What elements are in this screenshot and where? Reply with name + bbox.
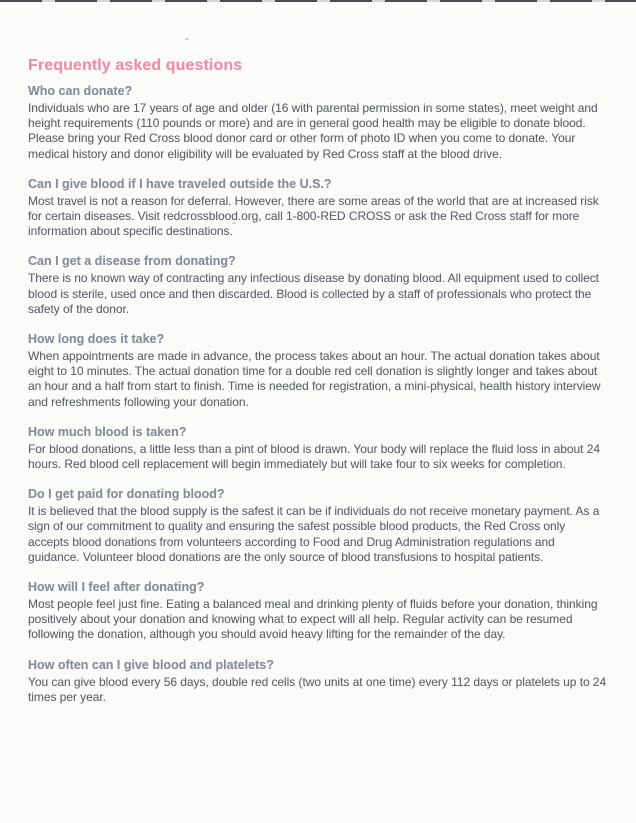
faq-section-how-often [28,658,610,705]
faq-question: How often can I give blood and platelets? [28,657,274,672]
faq-question: How much blood is taken? [28,424,187,439]
faq-answer: Individuals who are 17 years of age and older (16 with parental permission in some states), meet weight and height requirements (110 pounds or more) and are in general good health may be eligible to donate blood. Please bring your Red Cross blood donor card or other form of photo ID when you come to donate. Your medical history and donor eligibility will be evaluated by Red Cross staff at the blood drive. [28,101,598,161]
faq-section-disease-from-donating [28,254,610,317]
faq-answer: For blood donations, a little less than a pint of blood is drawn. Your body will replace the fluid loss in about 24 hours. Red blood cell replacement will begin immediately but will take four to six weeks for completion. [28,441,600,472]
scan-speck [232,222,236,224]
faq-section-feel-after-donating [28,580,610,643]
page-title: Frequently asked questions [28,57,243,74]
faq-answer: Most travel is not a reason for deferral. However, there are some areas of the world that are at increased risk for certain diseases. Visit redcrossblood.org, call 1-800-RED CROSS or ask the Red Cross staff for more information about specific destinations. [28,193,599,239]
faq-question: How will I feel after donating? [28,580,205,595]
faq-question: Can I give blood if I have traveled outside the U.S.? [28,176,332,191]
faq-answer: There is no known way of contracting any infectious disease by donating blood. All equipment used to collect blood is sterile, used once and then discarded. Blood is collected by a staff of professionals who protect the safety of the donor. [28,271,599,316]
faq-section-travel-outside-us [28,177,610,240]
faq-answer: When appointments are made in advance, the process takes about an hour. The actual donation takes about eight to 10 minutes. The actual donation time for a double red cell donation is slightly longer and takes about an hour and a half from start to finish. Time is needed for registration, a mini-physical, health history interview and refreshments following your donation. [28,349,601,409]
faq-answer: You can give blood every 56 days, double red cells (two units at one time) every 112 days or platelets up to 24 times per year. [28,674,607,704]
faq-answer: Most people feel just fine. Eating a balanced meal and drinking plenty of fluids before your donation, thinking positively about your donation and knowing what to expect will all help. Regular activity can be resumed following the donation, although you should avoid heavy lifting for the remainder of the day. [28,597,598,642]
faq-answer: It is believed that the blood supply is the safest it can be if individuals do not receive monetary payment. As a sign of our commitment to quality and ensuring the safest possible blood products, the Red Cross only accepts blood donations from volunteers according to Food and Drug Administration regulations and guidance. Volunteer blood donations are the only source of blood transfusions to hospital patients. [28,504,600,564]
faq-question: Do I get paid for donating blood? [28,487,225,502]
faq-section-paid-for-donating [28,487,610,565]
faq-section-who-can-donate [28,84,610,162]
faq-question: How long does it take? [28,332,165,347]
faq-question: Who can donate? [28,84,133,98]
faq-section-how-long [28,332,610,410]
faq-section-how-much-blood [28,425,610,472]
scan-edge-artifact [0,0,636,2]
faq-question: Can I get a disease from donating? [28,254,236,269]
scan-speck [185,38,189,40]
